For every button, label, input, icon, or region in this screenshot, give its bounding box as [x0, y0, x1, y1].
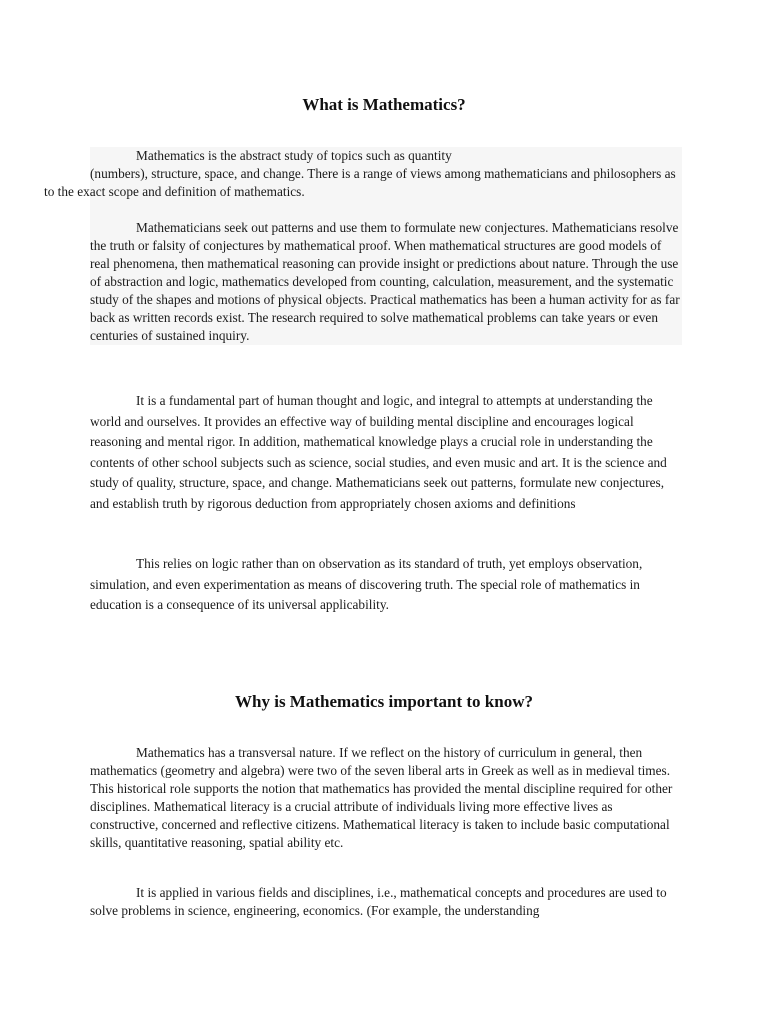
paragraph-logic-text: This relies on logic rather than on observation as its standard of truth, yet employs observation, simulation, and even experimentation as means of discovering truth. The special role of mathematics in education is a consequence of its universal applicability.: [90, 556, 643, 612]
paragraph-applied-text: It is applied in various fields and disciplines, i.e., mathematical concepts and procedures are used to solve problems in science, engineering, economics. (For example, the understanding: [90, 885, 667, 918]
paragraph-transversal: [90, 744, 680, 852]
shaded-quote-block: [44, 147, 682, 345]
paragraph-patterns: Mathematicians seek out patterns and use them to formulate new conjectures. Mathematicians resolve the truth or falsity of conjectures by mathematical proof. When mathematical structures are good models of real phenomena, then mathematical reasoning can provide insight or predictions about nature. Through the use of abstraction and logic, mathematics developed from counting, calculation, measurement, and the systematic study of the shapes and motions of physical objects. Practical mathematics has been a human activity for as far back as written records exist. The research required to solve mathematical problems can take years or even centuries of sustained inquiry.: [90, 220, 680, 343]
paragraph-fundamental: [90, 391, 680, 514]
paragraph-definition: [44, 147, 680, 201]
section-title-why-important: Why is Mathematics important to know?: [235, 692, 533, 711]
paragraph-applied: [90, 884, 680, 920]
paragraph-definition-first-line: Mathematics is the abstract study of topics such as quantity: [136, 148, 452, 163]
section-title-what-is-mathematics: What is Mathematics?: [302, 95, 466, 114]
paragraph-definition-rest: (numbers), structure, space, and change. There is a range of views among mathematicians and philosophers as to the exact scope and definition of mathematics.: [44, 166, 676, 199]
paragraph-fundamental-text: It is a fundamental part of human thought and logic, and integral to attempts at understanding the world and ourselves. It provides an effective way of building mental discipline and encourages logical reasoning and mental rigor. In addition, mathematical knowledge plays a crucial role in understanding the contents of other school subjects such as science, social studies, and even music and art. It is the science and study of quality, structure, space, and change. Mathematicians seek out patterns, formulate new conjectures, and establish truth by rigorous deduction from appropriately chosen axioms and definitions: [90, 393, 667, 511]
paragraph-transversal-text: Mathematics has a transversal nature. If we reflect on the history of curriculum in general, then mathematics (geometry and algebra) were two of the seven liberal arts in Greek as well as in medieval times. This historical role supports the notion that mathematics has provided the mental discipline required for other disciplines. Mathematical literacy is a crucial attribute of individuals living more effective lives as constructive, concerned and reflective citizens. Mathematical literacy is taken to include basic computational skills, quantitative reasoning, spatial ability etc.: [90, 745, 673, 850]
paragraph-logic: [90, 554, 680, 616]
